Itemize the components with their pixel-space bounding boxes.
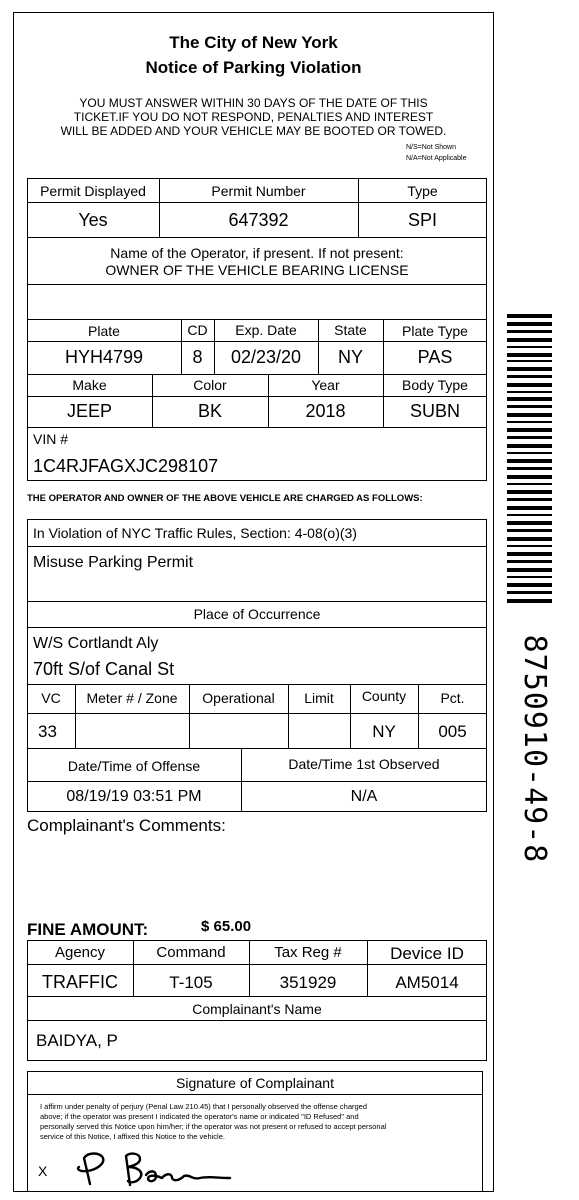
tax-reg-value: 351929 <box>279 973 337 992</box>
city-title: The City of New York <box>169 33 338 52</box>
body-type-value: SUBN <box>409 401 460 421</box>
place-line-1: W/S Cortlandt Aly <box>33 635 159 652</box>
place-line-2: 70ft S/of Canal St <box>33 659 175 679</box>
permit-number-label: Permit Number <box>211 183 306 199</box>
place-of-occurrence-label: Place of Occurrence <box>193 606 321 622</box>
pct-label: Pct. <box>440 690 465 706</box>
affirmation-line-4: service of this Notice, I affixed this Notice to the vehicle. <box>40 1132 225 1141</box>
barcode <box>507 312 552 606</box>
operator-label-2: OWNER OF THE VEHICLE BEARING LICENSE <box>105 262 409 278</box>
make-value: JEEP <box>66 401 113 421</box>
vc-value: 33 <box>38 722 57 741</box>
plate-label: Plate <box>88 323 120 339</box>
state-label: State <box>334 322 367 338</box>
warning-line-2: TICKET.IF YOU DO NOT RESPOND, PENALTIES AND INTEREST <box>73 110 434 124</box>
first-observed-value: N/A <box>350 788 378 805</box>
color-label: Color <box>193 377 227 393</box>
violation-description: Misuse Parking Permit <box>33 554 194 571</box>
exp-date-value: 02/23/20 <box>230 347 302 367</box>
cd-value: 8 <box>192 347 203 367</box>
ticket-number: 8750910-49-8 <box>517 634 552 864</box>
warning-line-1: YOU MUST ANSWER WITHIN 30 DAYS OF THE DATE OF THIS <box>79 96 428 110</box>
body-type-label: Body Type <box>402 377 468 393</box>
complainant-name-label: Complainant's Name <box>192 1001 322 1017</box>
color-value: BK <box>197 401 222 421</box>
permit-type-value: SPI <box>407 210 437 230</box>
violation-section-label: In Violation of NYC Traffic Rules, Section: 4-08(o)(3) <box>33 525 357 541</box>
operational-label: Operational <box>202 690 275 706</box>
year-label: Year <box>311 377 340 393</box>
pct-value: 005 <box>438 722 467 741</box>
notice-title: Notice of Parking Violation <box>145 58 362 77</box>
year-value: 2018 <box>305 401 346 421</box>
complainant-name-value: BAIDYA, P <box>36 1031 118 1050</box>
limit-label: Limit <box>304 690 334 706</box>
handwritten-signature <box>70 1148 240 1190</box>
state-value: NY <box>337 347 363 367</box>
permit-displayed-label: Permit Displayed <box>40 183 146 199</box>
ticket-number-wrapper <box>512 618 556 880</box>
legend-not-shown: N/S=Not Shown <box>406 144 456 151</box>
affirmation-line-2: above; if the operator was present I indicated the operator's name or indicated "ID Refused" and <box>40 1112 359 1121</box>
permit-displayed-value: Yes <box>78 210 108 230</box>
agency-value: TRAFFIC <box>42 972 118 992</box>
operator-label-1: Name of the Operator, if present. If not present: <box>110 245 404 261</box>
command-value: T-105 <box>169 973 213 992</box>
permit-type-label: Type <box>407 183 438 199</box>
complainant-comments-label: Complainant's Comments: <box>27 816 226 835</box>
plate-value: HYH4799 <box>64 347 144 367</box>
make-label: Make <box>72 377 107 393</box>
device-id-value: AM5014 <box>395 973 459 992</box>
offense-datetime-value: 08/19/19 03:51 PM <box>66 788 202 805</box>
command-label: Command <box>156 944 226 961</box>
warning-line-3: WILL BE ADDED AND YOUR VEHICLE MAY BE BOOTED OR TOWED. <box>60 124 447 138</box>
signature-label: Signature of Complainant <box>176 1075 334 1091</box>
meter-zone-label: Meter # / Zone <box>86 690 178 706</box>
tax-reg-label: Tax Reg # <box>274 944 342 961</box>
legend-not-applicable: N/A=Not Applicable <box>406 155 467 162</box>
first-observed-label: Date/Time 1st Observed <box>288 756 440 772</box>
permit-number-value: 647392 <box>228 210 289 230</box>
agency-label: Agency <box>54 944 106 961</box>
county-value: NY <box>372 722 396 741</box>
plate-type-value: PAS <box>417 347 453 367</box>
vc-label: VC <box>41 690 61 706</box>
affirmation-line-1: I affirm under penalty of perjury (Penal Law 210.45) that I personally observed the offense charged <box>40 1102 368 1111</box>
plate-type-label: Plate Type <box>402 323 468 339</box>
vin-value: 1C4RJFAGXJC298107 <box>33 456 219 476</box>
county-label: County <box>361 688 407 704</box>
exp-date-label: Exp. Date <box>235 322 297 338</box>
cd-label: CD <box>187 322 208 338</box>
vin-label: VIN # <box>33 431 69 447</box>
offense-datetime-label: Date/Time of Offense <box>67 758 201 774</box>
charged-statement: THE OPERATOR AND OWNER OF THE ABOVE VEHICLE ARE CHARGED AS FOLLOWS: <box>27 493 423 504</box>
signature-x-mark: X <box>38 1163 48 1179</box>
affirmation-line-3: personally served this Notice upon him/her; if the operator was not present or refused to accept personal <box>40 1122 387 1131</box>
device-id-label: Device ID <box>390 944 464 963</box>
fine-amount-value: $ 65.00 <box>201 918 252 935</box>
fine-amount-label: FINE AMOUNT: <box>27 920 149 939</box>
